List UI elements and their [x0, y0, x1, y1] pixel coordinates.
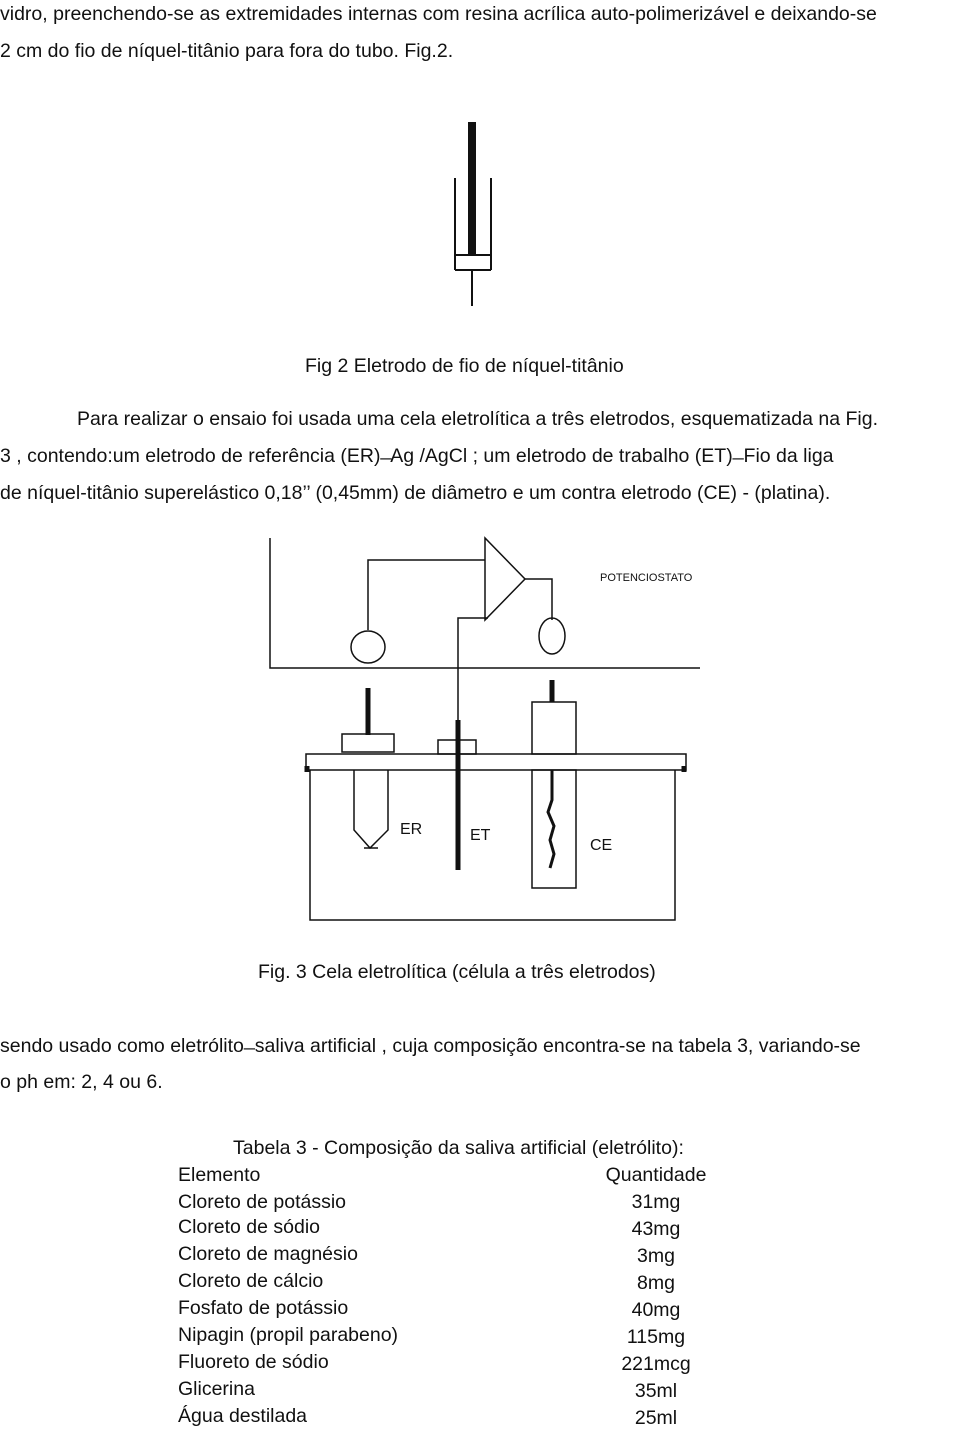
paragraph2-line1: Para realizar o ensaio foi usada uma cela eletrolítica a três eletrodos, esquematizada na Fig. [77, 408, 879, 430]
element-quantity: 40mg [631, 1299, 681, 1321]
er-electrode-body [354, 770, 388, 848]
ce-wire [525, 579, 552, 620]
element-quantity: 25ml [634, 1407, 678, 1429]
element-quantity: 221mcg [621, 1353, 691, 1375]
paragraph1-line1: vidro, preenchendo-se as extremidades internas com resina acrílica auto-polimerizável e deixando-se [0, 3, 877, 25]
element-name: Cloreto de sódio [178, 1216, 321, 1238]
element-quantity: 3mg [637, 1245, 675, 1267]
ce-holder-top [532, 702, 576, 754]
er-cap [342, 734, 394, 752]
element-name: Fluoreto de sódio [178, 1351, 329, 1373]
paragraph3-line1: sendo usado como eletrólito ̶ saliva artificial , cuja composição encontra-se na tabela 3, variando-se [0, 1035, 861, 1057]
element-quantity: 43mg [631, 1218, 681, 1240]
paragraph2-line3: de níquel-titânio superelástico 0,18’’ (0,45mm) de diâmetro e um contra eletrodo (CE) - (platina). [0, 482, 831, 504]
header-element: Elemento [178, 1164, 261, 1186]
paragraph3-line2: o ph em: 2, 4 ou 6. [0, 1071, 163, 1093]
header-quantity: Quantidade [605, 1164, 707, 1186]
nickel-titanium-electrode-diagram [440, 118, 510, 310]
element-name: Glicerina [178, 1378, 255, 1400]
er-amp-wire [368, 560, 485, 630]
cell-beaker [310, 770, 675, 920]
ce-platinum-wire [548, 770, 554, 868]
element-quantity: 8mg [637, 1272, 675, 1294]
three-electrode-cell-diagram [260, 530, 960, 930]
element-name: Nipagin (propil parabeno) [178, 1324, 399, 1346]
et-label: ET [470, 827, 491, 844]
figure3-caption: Fig. 3 Cela eletrolítica (célula a três eletrodos) [258, 961, 656, 983]
element-quantity: 115mg [626, 1326, 686, 1348]
paragraph2-line2: 3 , contendo:um eletrodo de referência (ER) ̶ Ag /AgCl ; um eletrodo de trabalho (ET) ̶ Fio da liga [0, 445, 834, 467]
ce-electrode-head [539, 618, 565, 654]
cell-lid [306, 754, 686, 770]
electrode-wire-top [468, 122, 476, 256]
element-name: Água destilada [178, 1405, 308, 1427]
er-electrode-head [351, 631, 385, 663]
table3-title: Tabela 3 - Composição da saliva artificial (eletrólito): [233, 1137, 684, 1159]
et-wire [458, 618, 488, 725]
element-name: Cloreto de potássio [178, 1191, 347, 1213]
element-quantity: 31mg [631, 1191, 681, 1213]
er-label: ER [400, 821, 423, 838]
figure2-caption: Fig 2 Eletrodo de fio de níquel-titânio [305, 355, 624, 377]
element-name: Cloreto de magnésio [178, 1243, 358, 1265]
paragraph1-line2: 2 cm do fio de níquel-titânio para fora do tubo. Fig.2. [0, 40, 454, 62]
element-name: Cloreto de cálcio [178, 1270, 324, 1292]
element-quantity: 35ml [634, 1380, 678, 1402]
element-name: Fosfato de potássio [178, 1297, 349, 1319]
ce-label: CE [590, 837, 613, 854]
potentiostat-label: POTENCIOSTATO [600, 572, 693, 584]
amplifier-triangle [485, 538, 525, 620]
